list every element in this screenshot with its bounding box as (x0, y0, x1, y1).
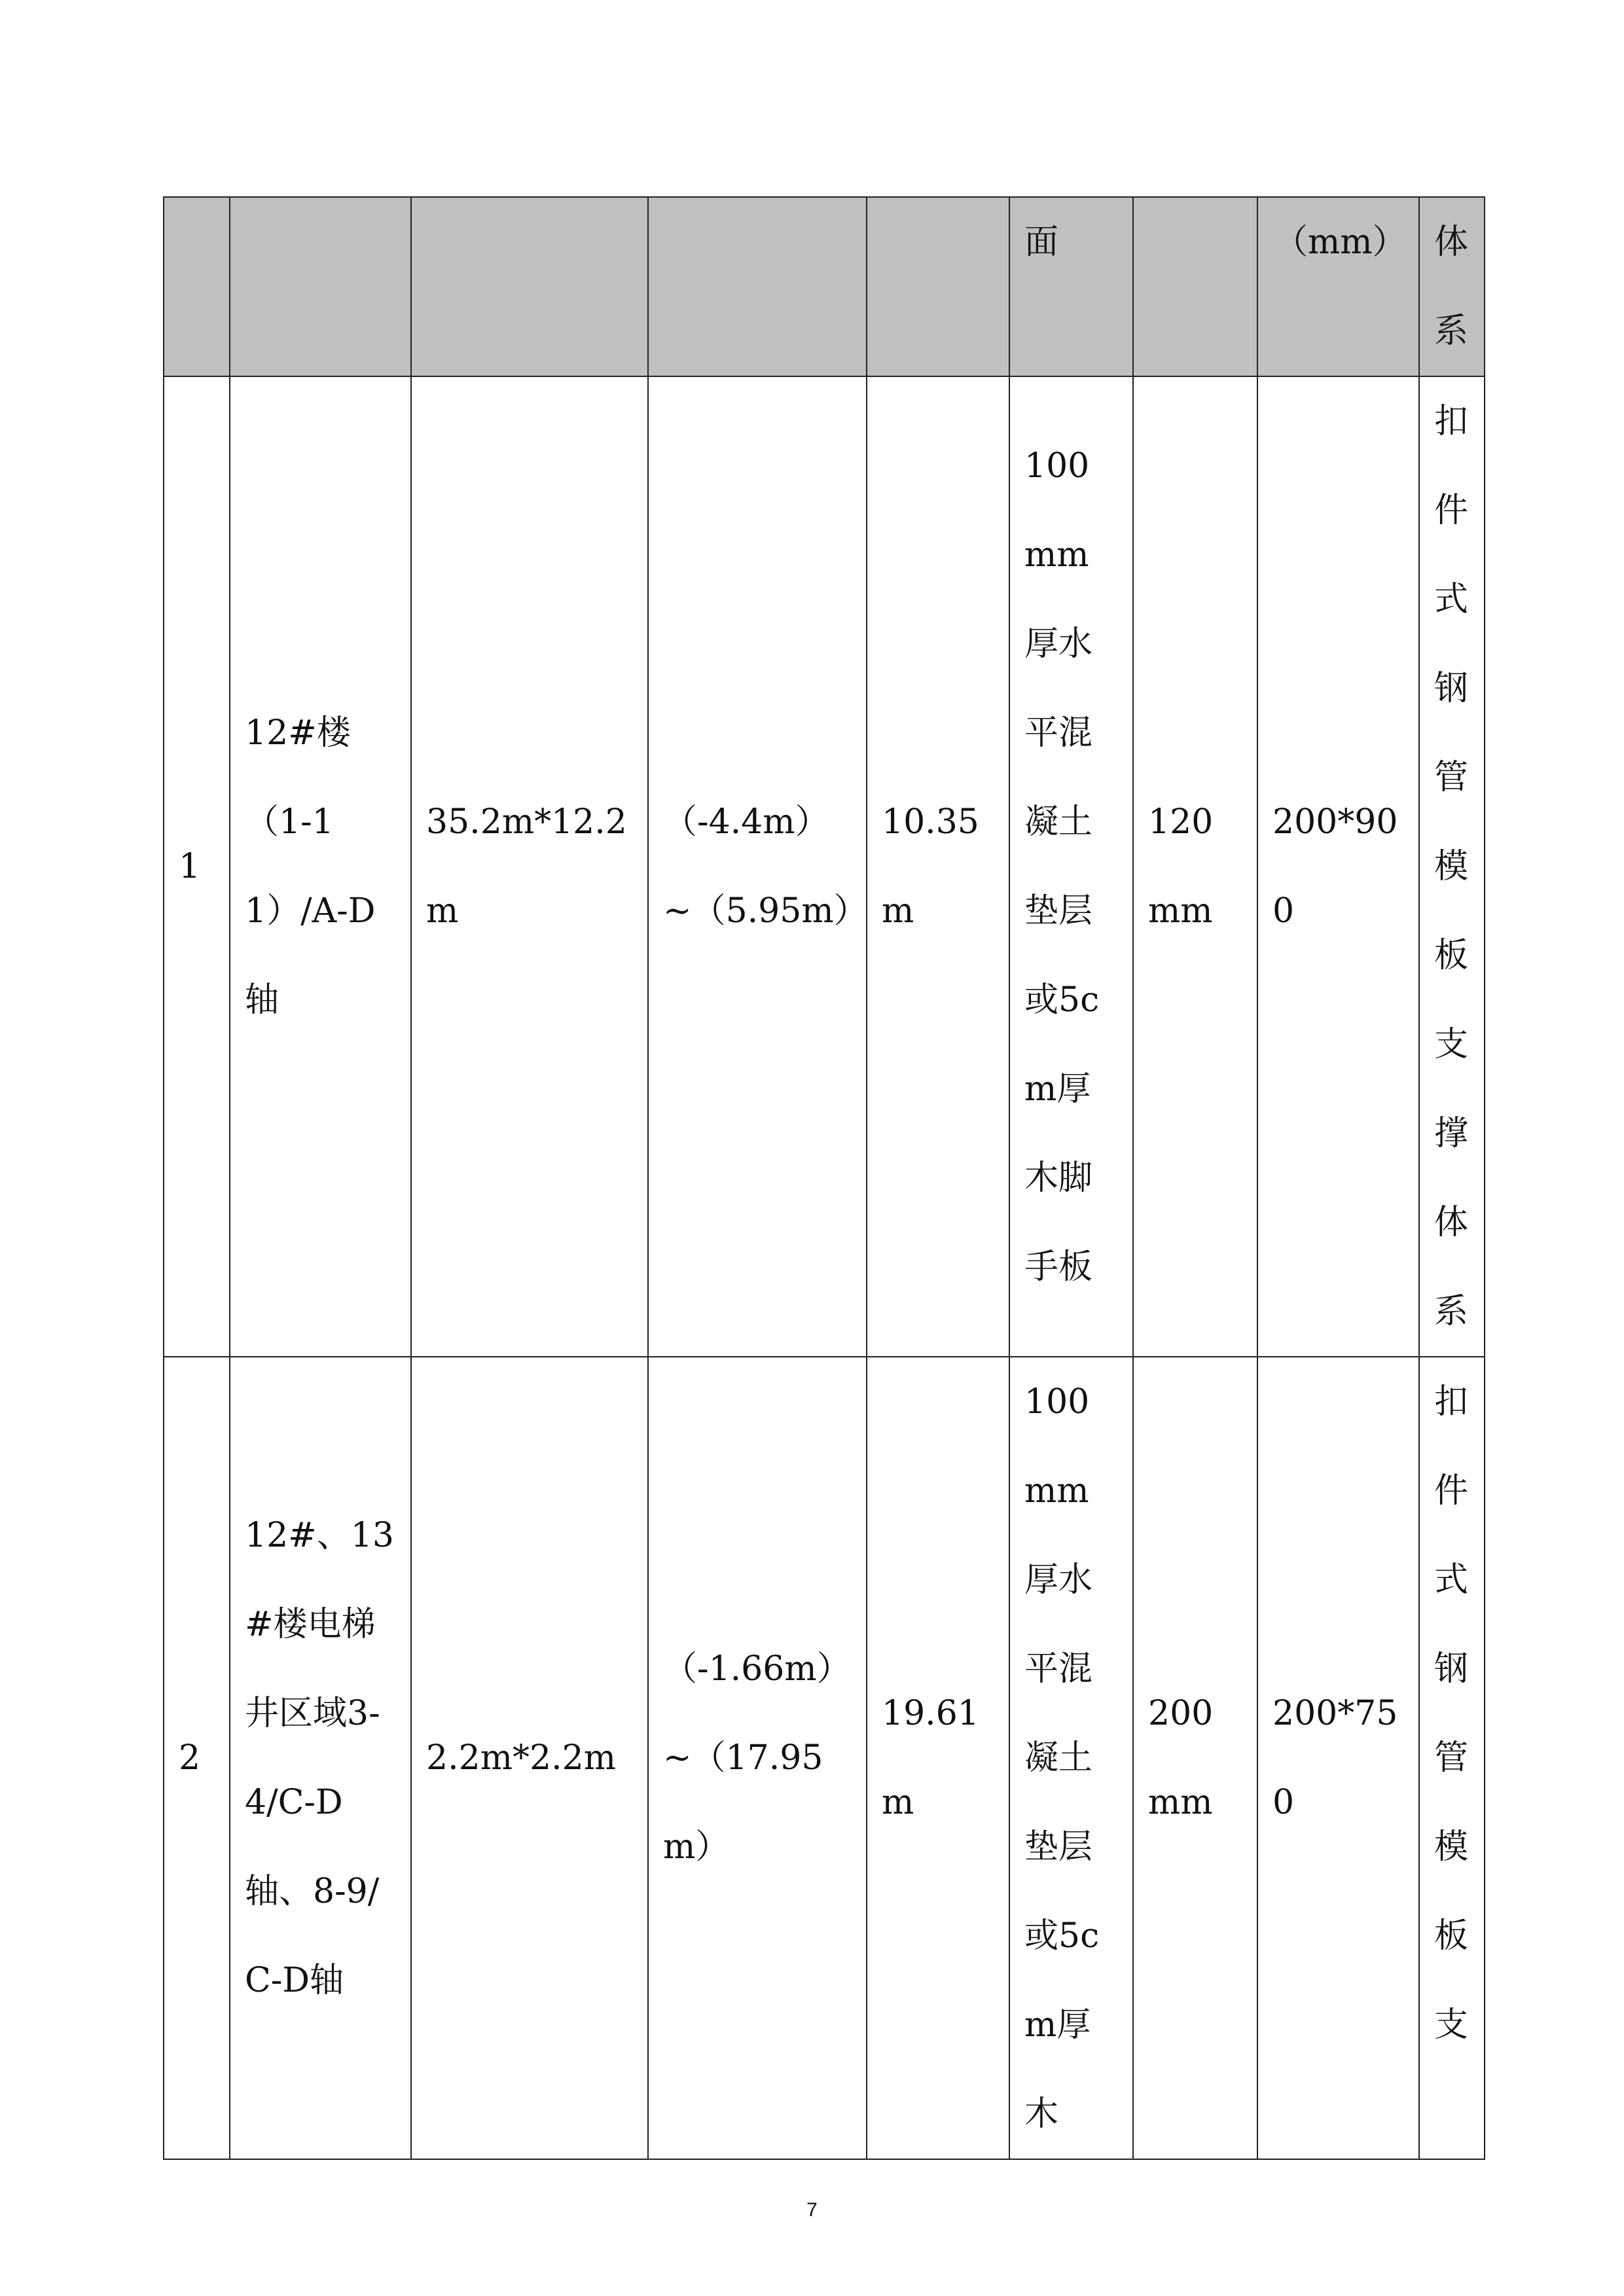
base-cell: 100mm厚水平混凝土垫层或5cm厚木 (1009, 1357, 1133, 2159)
header-cell: 面 (1009, 197, 1133, 376)
header-cell-unit: （mm） (1257, 197, 1419, 376)
slab-cell: 120mm (1133, 376, 1257, 1357)
row-number: 2 (164, 1357, 230, 2159)
row-number: 1 (164, 376, 230, 1357)
table-row (164, 1357, 1485, 2159)
height-cell: 19.61m (867, 1357, 1009, 2159)
header-cell (164, 197, 230, 376)
system-cell: 扣件式钢管模板支 (1419, 1357, 1485, 2159)
elevation-cell: （-1.66m）~（17.95m） (648, 1357, 867, 2159)
beam-cell: 200*900 (1257, 376, 1419, 1357)
page-number: 7 (806, 2199, 818, 2221)
formwork-table (163, 196, 1485, 2160)
base-cell: 100mm厚水平混凝土垫层或5cm厚木脚手板 (1009, 376, 1133, 1357)
table-row (164, 376, 1485, 1357)
system-cell: 扣件式钢管模板支撑体系 (1419, 376, 1485, 1357)
header-cell (648, 197, 867, 376)
area-cell: 12#、13#楼电梯井区域3-4/C-D轴、8-9/C-D轴 (230, 1357, 411, 2159)
area-cell: 12#楼（1-11）/A-D轴 (230, 376, 411, 1357)
header-cell (867, 197, 1009, 376)
header-cell (230, 197, 411, 376)
height-cell: 10.35m (867, 376, 1009, 1357)
size-cell: 2.2m*2.2m (411, 1357, 648, 2159)
slab-cell: 200mm (1133, 1357, 1257, 2159)
header-cell (411, 197, 648, 376)
header-cell: 体系 (1419, 197, 1485, 376)
beam-cell: 200*750 (1257, 1357, 1419, 2159)
size-cell: 35.2m*12.2m (411, 376, 648, 1357)
table-header-row (164, 197, 1485, 376)
elevation-cell: （-4.4m）~（5.95m） (648, 376, 867, 1357)
header-cell (1133, 197, 1257, 376)
